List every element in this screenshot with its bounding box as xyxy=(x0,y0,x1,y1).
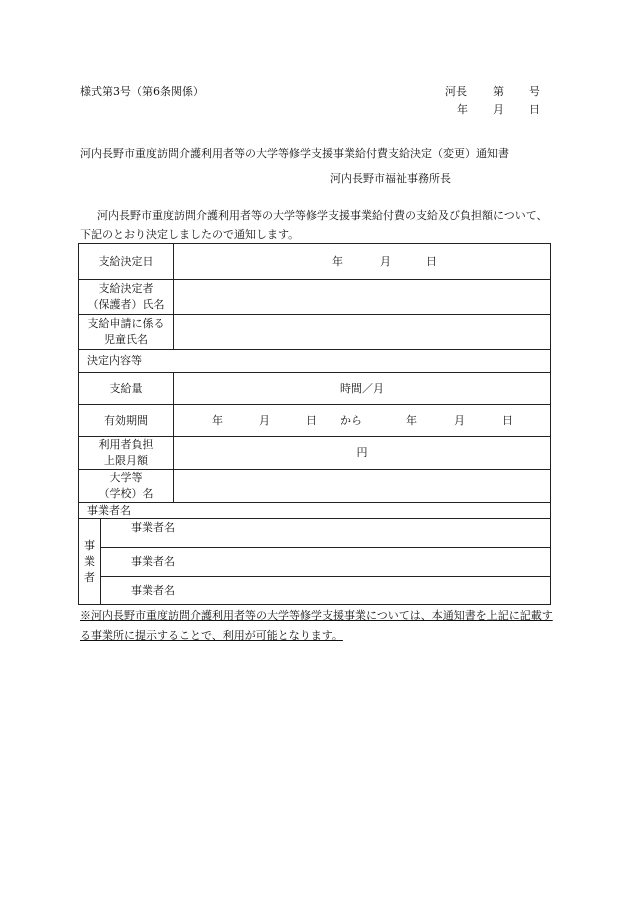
limit-label-line1: 利用者負担 xyxy=(98,438,154,451)
period-month-2: 月 xyxy=(454,413,465,427)
period-year-2: 年 xyxy=(406,413,417,427)
school-label-line2: （学校）名 xyxy=(98,487,154,500)
document-title: 河内長野市重度訪問介護利用者等の大学等修学支援事業給付費支給決定（変更）通知書 xyxy=(80,147,509,160)
amount-label: 支給量 xyxy=(79,373,174,405)
date-year: 年 xyxy=(457,103,468,116)
recipient-label-line1: 支給決定者 xyxy=(98,282,154,295)
issuer: 河内長野市福祉事務所長 xyxy=(330,172,451,185)
provider-side-char-1: 事 xyxy=(84,538,95,552)
form-number: 様式第3号（第6条関係） xyxy=(80,85,204,98)
provider-side-char-3: 者 xyxy=(84,570,95,584)
period-from: から xyxy=(340,413,362,427)
reference-dai: 第 xyxy=(493,85,504,98)
contents-label: 決定内容等 xyxy=(79,350,551,373)
provider-header: 事業者名 xyxy=(79,503,551,519)
amount-value: 時間／月 xyxy=(174,373,551,405)
date-month: 月 xyxy=(493,103,504,116)
school-label xyxy=(79,470,174,503)
period-year-1: 年 xyxy=(212,413,223,427)
school-value xyxy=(174,470,551,503)
decision-day: 日 xyxy=(426,254,437,268)
limit-label-line2: 上限月額 xyxy=(104,454,148,467)
decision-date-label: 支給決定日 xyxy=(79,244,174,280)
school-label-line1: 大学等 xyxy=(109,471,143,484)
limit-label xyxy=(79,437,174,470)
decision-date-value xyxy=(174,244,551,280)
usage-note: ※河内長野市重度訪問介護利用者等の大学等修学支援事業については、本通知書を上記に記載する事業所に提示することで、利用が可能となります。 xyxy=(80,609,553,642)
limit-value: 円 xyxy=(174,437,551,470)
period-day-1: 日 xyxy=(306,413,317,427)
recipient-label xyxy=(79,280,174,315)
recipient-label-line2: （保護者）氏名 xyxy=(87,298,165,311)
reference-prefix: 河長 xyxy=(445,85,467,98)
child-label-line1: 支給申請に係る xyxy=(87,317,165,330)
provider-row-3: 事業者名 xyxy=(101,577,551,605)
provider-side-char-2: 業 xyxy=(84,554,95,568)
child-label-line2: 児童氏名 xyxy=(104,333,148,346)
period-value xyxy=(174,405,551,437)
provider-row-1: 事業者名 xyxy=(101,519,551,548)
period-month-1: 月 xyxy=(259,413,270,427)
period-day-2: 日 xyxy=(502,413,513,427)
body-text xyxy=(80,206,552,244)
provider-row-2: 事業者名 xyxy=(101,548,551,577)
recipient-value xyxy=(174,280,551,315)
decision-year: 年 xyxy=(332,254,343,268)
child-value xyxy=(174,315,551,350)
period-label: 有効期間 xyxy=(79,405,174,437)
body-text-content: 河内長野市重度訪問介護利用者等の大学等修学支援事業給付費の支給及び負担額について、下記のとおり決定しましたので通知します。 xyxy=(80,209,548,241)
date-day: 日 xyxy=(529,103,540,116)
child-label xyxy=(79,315,174,350)
provider-side-label xyxy=(79,519,101,605)
decision-table xyxy=(78,243,551,605)
reference-go: 号 xyxy=(529,85,540,98)
decision-month: 月 xyxy=(380,254,391,268)
